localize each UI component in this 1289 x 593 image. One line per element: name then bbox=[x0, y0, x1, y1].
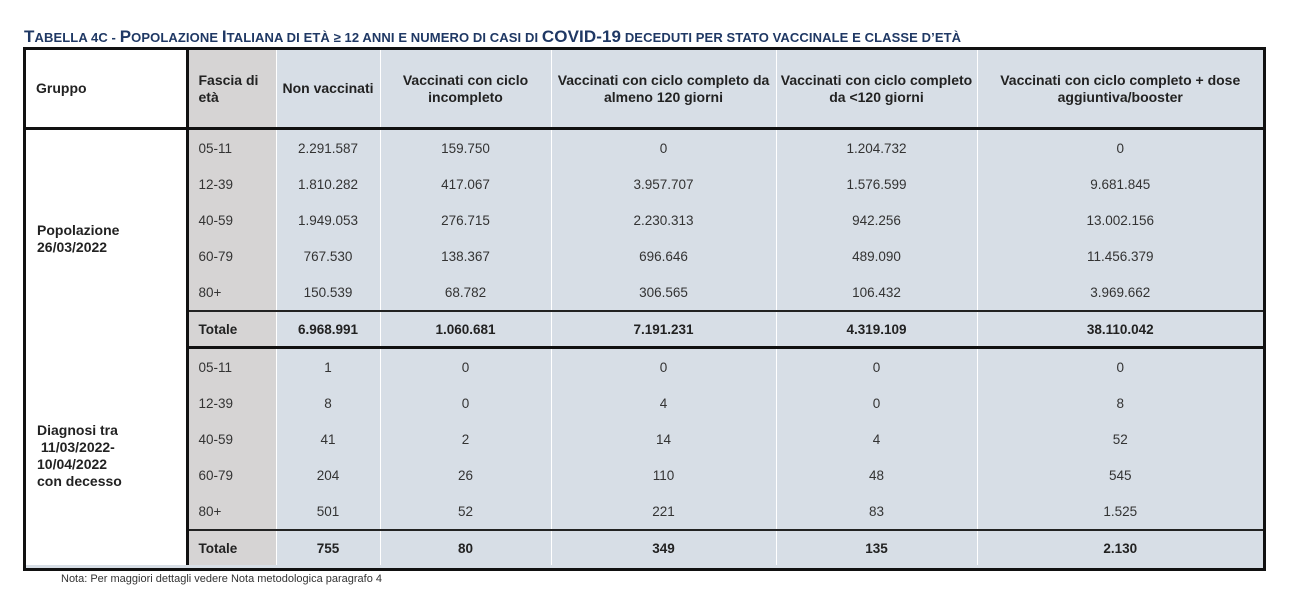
cell-value: 1 bbox=[276, 348, 380, 386]
cell-value: 11.456.379 bbox=[977, 238, 1263, 274]
cell-total-label: Totale bbox=[187, 311, 276, 348]
cell-value: 306.565 bbox=[551, 274, 776, 311]
cell-value: 2 bbox=[380, 421, 551, 457]
data-table-frame bbox=[23, 47, 1266, 571]
cell-value: 545 bbox=[977, 457, 1263, 493]
header-completo-lt120: Vaccinati con ciclo completo da <120 giorni bbox=[776, 50, 977, 129]
footnote: Nota: Per maggiori dettagli vedere Nota metodologica paragrafo 4 bbox=[61, 573, 383, 585]
cell-value: 0 bbox=[776, 348, 977, 386]
cell-fascia: 12-39 bbox=[187, 385, 276, 421]
cell-value: 4 bbox=[551, 385, 776, 421]
table-row bbox=[26, 202, 1263, 238]
cell-value: 138.367 bbox=[380, 238, 551, 274]
cell-value: 9.681.845 bbox=[977, 166, 1263, 202]
cell-fascia: 05-11 bbox=[187, 348, 276, 386]
cell-fascia: 40-59 bbox=[187, 202, 276, 238]
cell-value: 417.067 bbox=[380, 166, 551, 202]
cell-fascia: 12-39 bbox=[187, 166, 276, 202]
cell-value: 68.782 bbox=[380, 274, 551, 311]
cell-fascia: 05-11 bbox=[187, 129, 276, 167]
cell-total: 6.968.991 bbox=[276, 311, 380, 348]
group-diagnosi: Diagnosi tra 11/03/2022- 10/04/2022 con decesso bbox=[26, 348, 187, 566]
table-title: TABELLA 4C - POPOLAZIONE ITALIANA DI ETÀ ≥ 12 ANNI E NUMERO DI CASI DI COVID-19 DECEDUTI PER STATO VACCINALE E CLASSE D’ETÀ bbox=[24, 27, 962, 46]
cell-value: 106.432 bbox=[776, 274, 977, 311]
cell-value: 1.576.599 bbox=[776, 166, 977, 202]
total-row bbox=[26, 530, 1263, 565]
cell-value: 767.530 bbox=[276, 238, 380, 274]
cell-value: 14 bbox=[551, 421, 776, 457]
cell-value: 3.957.707 bbox=[551, 166, 776, 202]
cell-total: 755 bbox=[276, 530, 380, 565]
cell-value: 1.204.732 bbox=[776, 129, 977, 167]
cell-total-label: Totale bbox=[187, 530, 276, 565]
cell-value: 0 bbox=[380, 385, 551, 421]
cell-value: 8 bbox=[977, 385, 1263, 421]
header-non-vaccinati: Non vaccinati bbox=[276, 50, 380, 129]
cell-value: 83 bbox=[776, 493, 977, 530]
cell-fascia: 80+ bbox=[187, 274, 276, 311]
cell-value: 110 bbox=[551, 457, 776, 493]
cell-value: 501 bbox=[276, 493, 380, 530]
cell-value: 2.230.313 bbox=[551, 202, 776, 238]
cell-total: 1.060.681 bbox=[380, 311, 551, 348]
data-table bbox=[26, 50, 1263, 565]
header-completo-120: Vaccinati con ciclo completo da almeno 120 giorni bbox=[551, 50, 776, 129]
cell-value: 0 bbox=[776, 385, 977, 421]
cell-value: 13.002.156 bbox=[977, 202, 1263, 238]
cell-fascia: 60-79 bbox=[187, 457, 276, 493]
header-booster: Vaccinati con ciclo completo + dose aggiuntiva/booster bbox=[977, 50, 1263, 129]
cell-value: 41 bbox=[276, 421, 380, 457]
cell-value: 0 bbox=[551, 129, 776, 167]
table-row bbox=[26, 457, 1263, 493]
cell-total: 4.319.109 bbox=[776, 311, 977, 348]
table-row bbox=[26, 493, 1263, 530]
cell-value: 1.810.282 bbox=[276, 166, 380, 202]
total-row bbox=[26, 311, 1263, 348]
cell-value: 942.256 bbox=[776, 202, 977, 238]
cell-value: 159.750 bbox=[380, 129, 551, 167]
cell-value: 0 bbox=[380, 348, 551, 386]
table-row bbox=[26, 348, 1263, 386]
cell-fascia: 40-59 bbox=[187, 421, 276, 457]
header-row bbox=[26, 50, 1263, 129]
cell-total: 2.130 bbox=[977, 530, 1263, 565]
cell-total: 7.191.231 bbox=[551, 311, 776, 348]
cell-value: 48 bbox=[776, 457, 977, 493]
cell-value: 150.539 bbox=[276, 274, 380, 311]
header-incompleto: Vaccinati con ciclo incompleto bbox=[380, 50, 551, 129]
cell-value: 2.291.587 bbox=[276, 129, 380, 167]
table-row bbox=[26, 421, 1263, 457]
header-fascia: Fascia di età bbox=[187, 50, 276, 129]
table-row bbox=[26, 129, 1263, 167]
cell-total: 38.110.042 bbox=[977, 311, 1263, 348]
header-gruppo: Gruppo bbox=[26, 50, 187, 129]
cell-value: 0 bbox=[551, 348, 776, 386]
cell-value: 276.715 bbox=[380, 202, 551, 238]
cell-value: 52 bbox=[977, 421, 1263, 457]
cell-fascia: 60-79 bbox=[187, 238, 276, 274]
cell-value: 26 bbox=[380, 457, 551, 493]
cell-value: 696.646 bbox=[551, 238, 776, 274]
cell-value: 489.090 bbox=[776, 238, 977, 274]
cell-value: 8 bbox=[276, 385, 380, 421]
table-row bbox=[26, 385, 1263, 421]
cell-value: 0 bbox=[977, 348, 1263, 386]
table-row bbox=[26, 238, 1263, 274]
cell-total: 349 bbox=[551, 530, 776, 565]
cell-value: 0 bbox=[977, 129, 1263, 167]
cell-value: 52 bbox=[380, 493, 551, 530]
cell-value: 204 bbox=[276, 457, 380, 493]
cell-fascia: 80+ bbox=[187, 493, 276, 530]
group-popolazione: Popolazione 26/03/2022 bbox=[26, 129, 187, 348]
cell-value: 1.525 bbox=[977, 493, 1263, 530]
table-row bbox=[26, 166, 1263, 202]
cell-value: 221 bbox=[551, 493, 776, 530]
cell-total: 135 bbox=[776, 530, 977, 565]
cell-value: 1.949.053 bbox=[276, 202, 380, 238]
cell-value: 3.969.662 bbox=[977, 274, 1263, 311]
table-row bbox=[26, 274, 1263, 311]
cell-value: 4 bbox=[776, 421, 977, 457]
cell-total: 80 bbox=[380, 530, 551, 565]
